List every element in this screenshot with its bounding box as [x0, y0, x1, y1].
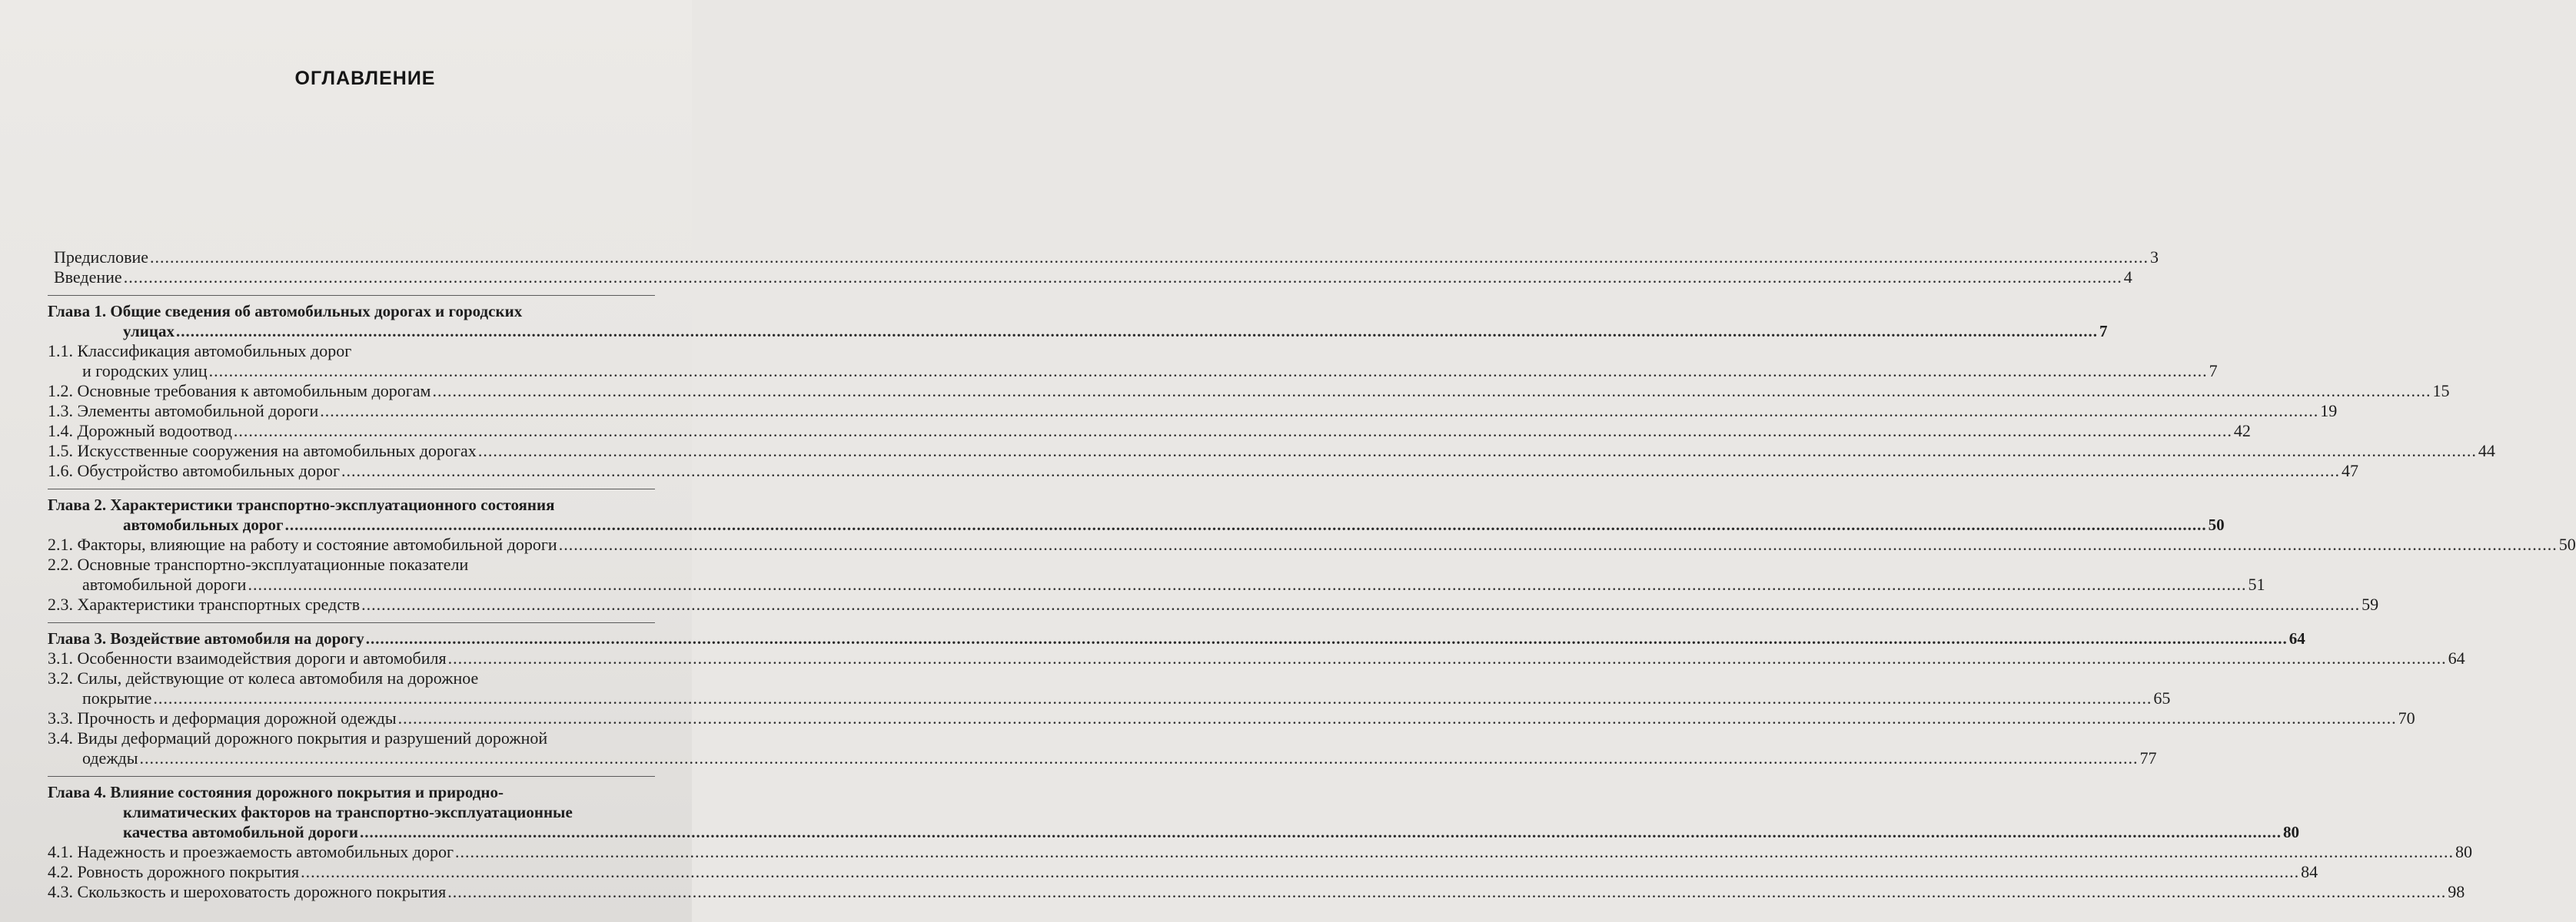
entry-line-1: 3.4. Виды деформаций дорожного покрытия и разрушений дорожной [48, 728, 548, 748]
entry-continuation-row [48, 822, 2299, 842]
entry-continuation-text: автомобильной дороги [82, 575, 247, 594]
chapter-entry [48, 782, 2299, 842]
entry-continuation-row [48, 515, 2225, 535]
entry-row [48, 842, 2472, 862]
dot-leader: ................................................................................................................................................................................................................................................................................................................................................................................................................ [139, 748, 2139, 768]
chapter-entry [48, 495, 2225, 535]
dot-leader: ................................................................................................................................................................................................................................................................................................................................................................................................................ [150, 247, 2149, 267]
entry-continuation-text: качества автомобильной дороги [123, 823, 358, 841]
dot-leader: ................................................................................................................................................................................................................................................................................................................................................................................................................ [341, 461, 2340, 480]
dot-leader: ................................................................................................................................................................................................................................................................................................................................................................................................................ [208, 361, 2208, 380]
entry-continuation-row [48, 575, 2265, 595]
dot-leader: ................................................................................................................................................................................................................................................................................................................................................................................................................ [320, 401, 2319, 420]
section-entry [48, 842, 2472, 862]
dot-leader: ................................................................................................................................................................................................................................................................................................................................................................................................................ [233, 421, 2232, 440]
dot-leader: ................................................................................................................................................................................................................................................................................................................................................................................................................ [454, 842, 2454, 861]
entry-line-1: Глава 1. Общие сведения об автомобильных дорогах и городских [48, 302, 523, 320]
entry-row [48, 628, 2305, 648]
front-matter-entry [48, 247, 2159, 267]
entry-text: 4.2. Ровность дорожного покрытия [48, 862, 300, 881]
entry-line-1: Глава 2. Характеристики транспортно-эксплуатационного состояния [48, 496, 555, 514]
section-entry [48, 341, 2218, 381]
section-entry [48, 708, 2415, 728]
entry-continuation-row [48, 361, 2218, 381]
page-number: 4 [2123, 267, 2132, 287]
entry-text: 4.3. Скользкость и шероховатость дорожного покрытия [48, 882, 447, 901]
entry-row [48, 595, 2379, 615]
entry-continuation-text: улицах [123, 322, 175, 340]
entry-row [48, 381, 2450, 401]
entry-continuation-text: и городских улиц [82, 361, 208, 380]
page-number: 65 [2153, 688, 2171, 708]
dot-leader: ................................................................................................................................................................................................................................................................................................................................................................................................................ [365, 629, 2288, 648]
entry-continuation-row [48, 688, 2171, 708]
section-entry [48, 401, 2338, 421]
page-number: 15 [2432, 381, 2450, 400]
dot-leader: ................................................................................................................................................................................................................................................................................................................................................................................................................ [175, 322, 2098, 340]
section-entry [48, 728, 2157, 768]
section-entry [48, 862, 2318, 882]
dot-leader: ................................................................................................................................................................................................................................................................................................................................................................................................................ [153, 688, 2152, 708]
entry-line-1: 1.1. Классификация автомобильных дорог [48, 341, 352, 360]
entry-text: 2.1. Факторы, влияющие на работу и состояние автомобильной дороги [48, 535, 557, 554]
entry-row [48, 535, 2576, 555]
entry-text: Глава 3. Воздействие автомобиля на дорогу [48, 629, 364, 648]
entry-row [48, 401, 2338, 421]
entry-text: 1.4. Дорожный водоотвод [48, 421, 232, 440]
page-number: 19 [2320, 401, 2338, 420]
entry-line-1: 2.2. Основные транспортно-эксплуатационные показатели [48, 555, 469, 574]
chapter-divider [48, 295, 655, 296]
entry-text: 1.5. Искусственные сооружения на автомобильных дорогах [48, 441, 477, 460]
entry-row [48, 862, 2318, 882]
section-entry [48, 595, 2379, 615]
page-number: 80 [2282, 823, 2299, 841]
chapter-divider [48, 622, 655, 623]
page-number: 44 [2478, 441, 2495, 460]
entry-line-1: Глава 4. Влияние состояния дорожного покрытия и природно- [48, 783, 504, 801]
entry-row [48, 441, 2495, 461]
chapter-divider [48, 776, 655, 777]
entry-row [48, 882, 2465, 902]
page-number: 42 [2233, 421, 2251, 440]
page-number: 70 [2398, 708, 2415, 728]
page-number: 77 [2139, 748, 2157, 768]
table-of-contents [48, 247, 2576, 902]
entry-text: Введение [54, 267, 122, 287]
page-title: ОГЛАВЛЕНИЕ [294, 68, 436, 89]
section-entry [48, 441, 2495, 461]
page-number: 64 [2448, 648, 2465, 668]
page-number: 47 [2341, 461, 2358, 480]
entry-continuation-text: автомобильных дорог [123, 516, 284, 534]
entry-text: 3.1. Особенности взаимодействия дороги и автомобиля [48, 648, 447, 668]
dot-leader: ................................................................................................................................................................................................................................................................................................................................................................................................................ [477, 441, 2477, 460]
entry-line-1: 3.2. Силы, действующие от колеса автомобиля на дорожное [48, 668, 479, 688]
entry-row [48, 421, 2251, 441]
dot-leader: ................................................................................................................................................................................................................................................................................................................................................................................................................ [447, 648, 2447, 668]
page-number: 98 [2448, 882, 2465, 901]
dot-leader: ................................................................................................................................................................................................................................................................................................................................................................................................................ [447, 882, 2447, 901]
section-entry [48, 421, 2251, 441]
entry-continuation-text: одежды [82, 748, 138, 768]
dot-leader: ................................................................................................................................................................................................................................................................................................................................................................................................................ [123, 267, 2122, 287]
section-entry [48, 381, 2450, 401]
entry-continuation-text: покрытие [82, 688, 152, 708]
chapter-entry [48, 301, 2108, 341]
entry-text: 2.3. Характеристики транспортных средств [48, 595, 361, 614]
page-number: 3 [2150, 247, 2159, 267]
dot-leader: ................................................................................................................................................................................................................................................................................................................................................................................................................ [301, 862, 2300, 881]
dot-leader: ................................................................................................................................................................................................................................................................................................................................................................................................................ [432, 381, 2431, 400]
page-number: 7 [2099, 322, 2108, 340]
front-matter-entry [48, 267, 2132, 287]
page-number: 51 [2248, 575, 2265, 594]
page-number: 84 [2301, 862, 2318, 881]
dot-leader: ................................................................................................................................................................................................................................................................................................................................................................................................................ [284, 516, 2207, 534]
section-entry [48, 535, 2576, 555]
page-number: 64 [2288, 629, 2305, 648]
page-number: 50 [2208, 516, 2225, 534]
dot-leader: ................................................................................................................................................................................................................................................................................................................................................................................................................ [397, 708, 2397, 728]
entry-row [54, 267, 2132, 287]
section-entry [48, 555, 2265, 595]
entry-text: 3.3. Прочность и деформация дорожной одежды [48, 708, 397, 728]
dot-leader: ................................................................................................................................................................................................................................................................................................................................................................................................................ [359, 823, 2282, 841]
page-number: 80 [2455, 842, 2472, 861]
entry-row [48, 648, 2465, 668]
page-number: 50 [2558, 535, 2576, 554]
section-entry [48, 668, 2171, 708]
entry-row [48, 461, 2358, 481]
section-entry [48, 461, 2358, 481]
entry-row [48, 708, 2415, 728]
entry-text: 1.6. Обустройство автомобильных дорог [48, 461, 340, 480]
entry-continuation-row [48, 321, 2108, 341]
dot-leader: ................................................................................................................................................................................................................................................................................................................................................................................................................ [248, 575, 2247, 594]
entry-row [54, 247, 2159, 267]
entry-line-1b: климатических факторов на транспортно-эксплуатационные [123, 803, 573, 821]
section-entry [48, 648, 2465, 668]
entry-text: 1.2. Основные требования к автомобильным дорогам [48, 381, 431, 400]
dot-leader: ................................................................................................................................................................................................................................................................................................................................................................................................................ [558, 535, 2558, 554]
entry-text: 1.3. Элементы автомобильной дороги [48, 401, 319, 420]
section-entry [48, 882, 2465, 902]
page-number: 59 [2362, 595, 2379, 614]
page-number: 7 [2209, 361, 2218, 380]
chapter-entry [48, 628, 2305, 648]
dot-leader: ................................................................................................................................................................................................................................................................................................................................................................................................................ [361, 595, 2361, 614]
entry-continuation-row [48, 748, 2157, 768]
entry-text: Предисловие [54, 247, 148, 267]
entry-text: 4.1. Надежность и проезжаемость автомобильных дорог [48, 842, 454, 861]
